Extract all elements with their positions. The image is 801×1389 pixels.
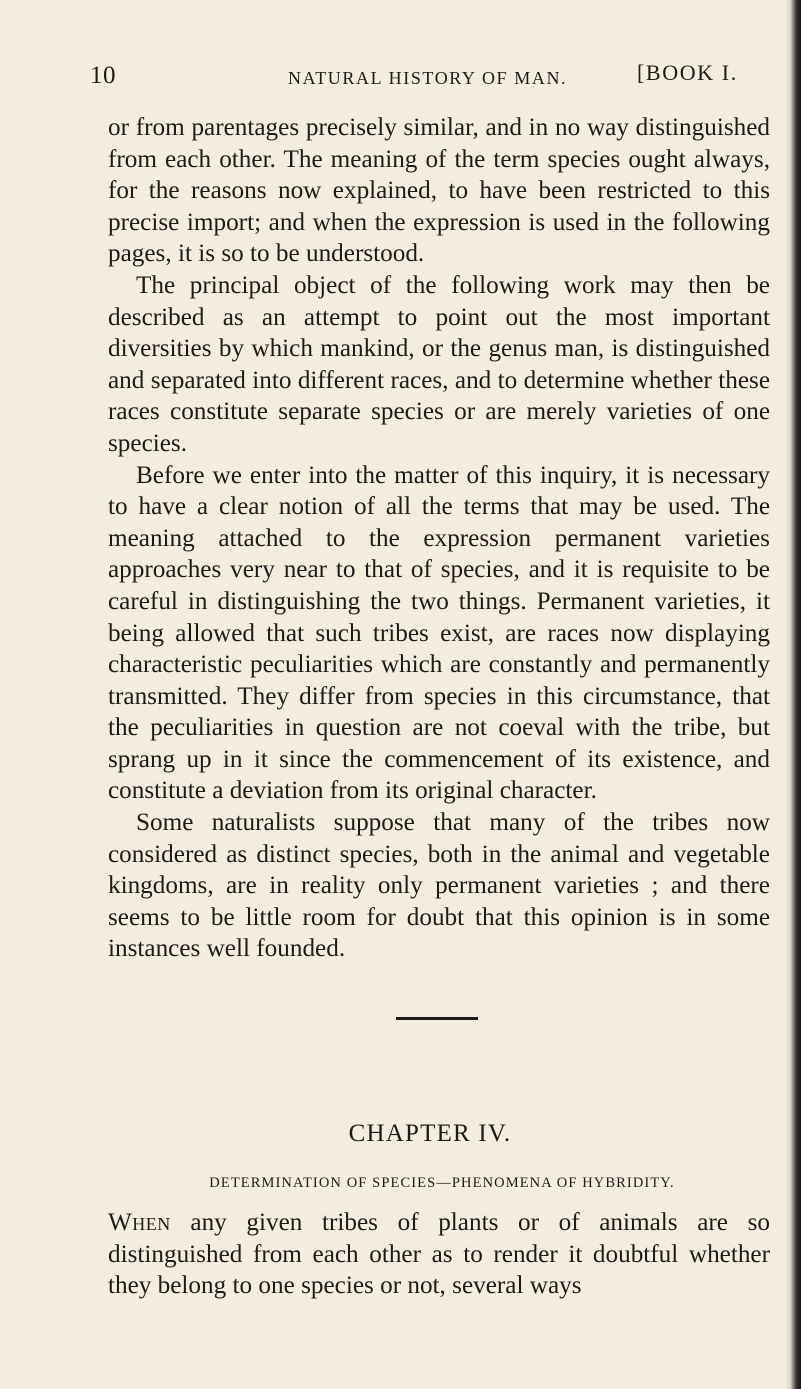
body-text <box>108 112 770 965</box>
page-number: 10 <box>90 62 116 89</box>
section-divider-rule <box>396 1017 478 1020</box>
chapter-opening-text: any given tribes of plants or of animals are so distinguished from each other as to render it doubtful whether they belong to one species or not, several ways <box>108 1209 770 1300</box>
chapter-title: CHAPTER IV. <box>348 1120 512 1147</box>
paragraph: The principal object of the following work may then be described as an attempt to point out the most important diversities by which mankind, or the genus man, is distinguished and separated into different races, and to determine whether these races constitute separate species or are merely varieties of one species. <box>108 271 770 457</box>
page-binding-edge <box>785 0 801 1389</box>
book-reference: [BOOK I. <box>637 60 738 85</box>
lead-word: When <box>108 1209 171 1236</box>
chapter-opening-paragraph <box>108 1207 770 1302</box>
running-title: NATURAL HISTORY OF MAN. <box>288 68 568 88</box>
running-head <box>0 56 801 96</box>
chapter-opening <box>108 1207 770 1302</box>
paragraph: Before we enter into the matter of this inquiry, it is necessary to have a clear notion of all the terms that may be used. The meaning attached to the expression permanent varieties approaches very near to that of species, and it is requisite to be careful in distinguishing the two things. Permanent varieties, it being allowed that such tribes exist, are races now displaying characteristic peculiarities which are constantly and permanently transmitted. They differ from species in this circumstance, that the peculiarities in question are not coeval with the tribe, but sprang up in it since the commencement of its existence, and constitute a deviation from its original character. <box>108 461 770 805</box>
paragraph: or from parentages precisely similar, and in no way distinguished from each other. The meaning of the term species ought always, for the reasons now explained, to have been restricted to this precise import; and when the expression is used in the following pages, it is so to be understood. <box>108 114 770 268</box>
paragraph: Some naturalists suppose that many of the tribes now considered as distinct species, both in the animal and vegetable kingdoms, are in reality only permanent varieties ; and there seems to be little room for doubt that this opinion is in some instances well founded. <box>108 809 770 963</box>
chapter-subtitle: DETERMINATION OF SPECIES—PHENOMENA OF HYBRIDITY. <box>209 1175 675 1191</box>
